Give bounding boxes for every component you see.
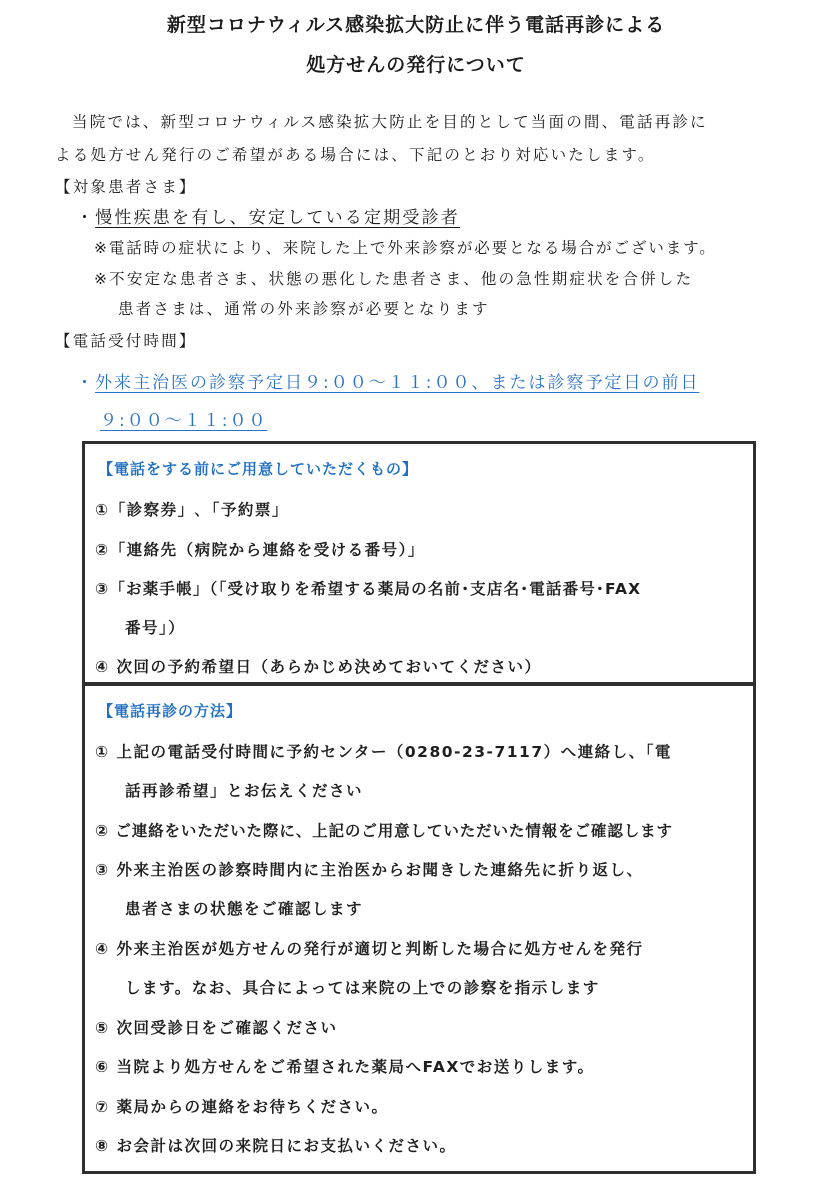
prepare-item-3: ③「お薬手帳」（「受け取りを希望する薬局の名前･支店名･電話番号･FAX bbox=[95, 580, 642, 598]
reception-time-text2: ９:００～１１:００ bbox=[100, 411, 268, 431]
prepare-box bbox=[82, 441, 756, 684]
intro-line2: よる処方せん発行のご希望がある場合には、下記のとおり対応いたします。 bbox=[55, 146, 656, 164]
method-item-3: ③ 外来主治医の診察時間内に主治医からお聞きした連絡先に折り返し、 bbox=[95, 861, 644, 879]
reception-time-line2 bbox=[100, 406, 267, 431]
patients-note2-line1: ※不安定な患者さま、状態の悪化した患者さま、他の急性期症状を合併した bbox=[94, 270, 694, 288]
patients-note2-line2: 患者さまは、通常の外来診察が必要となります bbox=[118, 300, 490, 318]
document-title-line1: 新型コロナウィルス感染拡大防止に伴う電話再診による bbox=[166, 14, 666, 36]
method-heading: 【電話再診の方法】 bbox=[98, 702, 243, 720]
bullet-mark: ・ bbox=[76, 373, 95, 393]
prepare-item-1: ①「診察券」､「予約票」 bbox=[95, 501, 289, 519]
patients-bullet bbox=[76, 203, 460, 228]
patients-bullet-text: 慢性疾患を有し、安定している定期受診者 bbox=[95, 208, 461, 228]
reception-time-line1 bbox=[76, 368, 699, 393]
method-item-5: ⑤ 次回受診日をご確認ください bbox=[95, 1019, 338, 1037]
method-item-7: ⑦ 薬局からの連絡をお待ちください。 bbox=[95, 1098, 389, 1116]
bullet-mark: ・ bbox=[76, 208, 96, 228]
intro-line1: 当院では、新型コロナウィルス感染拡大防止を目的として当面の間、電話再診に bbox=[72, 113, 708, 131]
patients-note1: ※電話時の症状により、来院した上で外来診察が必要となる場合がございます。 bbox=[94, 239, 717, 257]
prepare-heading: 【電話をする前にご用意していただくもの】 bbox=[98, 460, 419, 478]
method-item-3-cont: 患者さまの状態をご確認します bbox=[125, 900, 364, 918]
prepare-item-3-cont: 番号」） bbox=[125, 619, 186, 637]
method-box bbox=[82, 684, 756, 1174]
method-item-1-cont: 話再診希望」とお伝えください bbox=[125, 782, 364, 800]
method-item-6: ⑥ 当院より処方せんをご希望された薬局へFAXでお送りします。 bbox=[95, 1058, 595, 1076]
patients-heading: 【対象患者さま】 bbox=[55, 178, 197, 196]
method-item-4-cont: します。なお、具合によっては来院の上での診察を指示します bbox=[125, 979, 600, 997]
method-item-1: ① 上記の電話受付時間に予約センター（0280-23-7117）へ連絡し、「電 bbox=[95, 743, 672, 761]
prepare-item-2: ②「連絡先（病院から連絡を受ける番号）」 bbox=[95, 541, 425, 559]
method-item-2: ② ご連絡をいただいた際に、上記のご用意していただいた情報をご確認します bbox=[95, 822, 673, 840]
prepare-item-4: ④ 次回の予約希望日（あらかじめ決めておいてください） bbox=[95, 658, 542, 676]
document-title-line2: 処方せんの発行について bbox=[306, 54, 526, 76]
method-item-4: ④ 外来主治医が処方せんの発行が適切と判断した場合に処方せんを発行 bbox=[95, 940, 644, 958]
reception-heading: 【電話受付時間】 bbox=[55, 332, 197, 350]
method-item-8: ⑧ お会計は次回の来院日にお支払いください。 bbox=[95, 1137, 457, 1155]
reception-time-text1: 外来主治医の診察予定日９:００～１１:００、または診察予定日の前日 bbox=[95, 373, 700, 393]
